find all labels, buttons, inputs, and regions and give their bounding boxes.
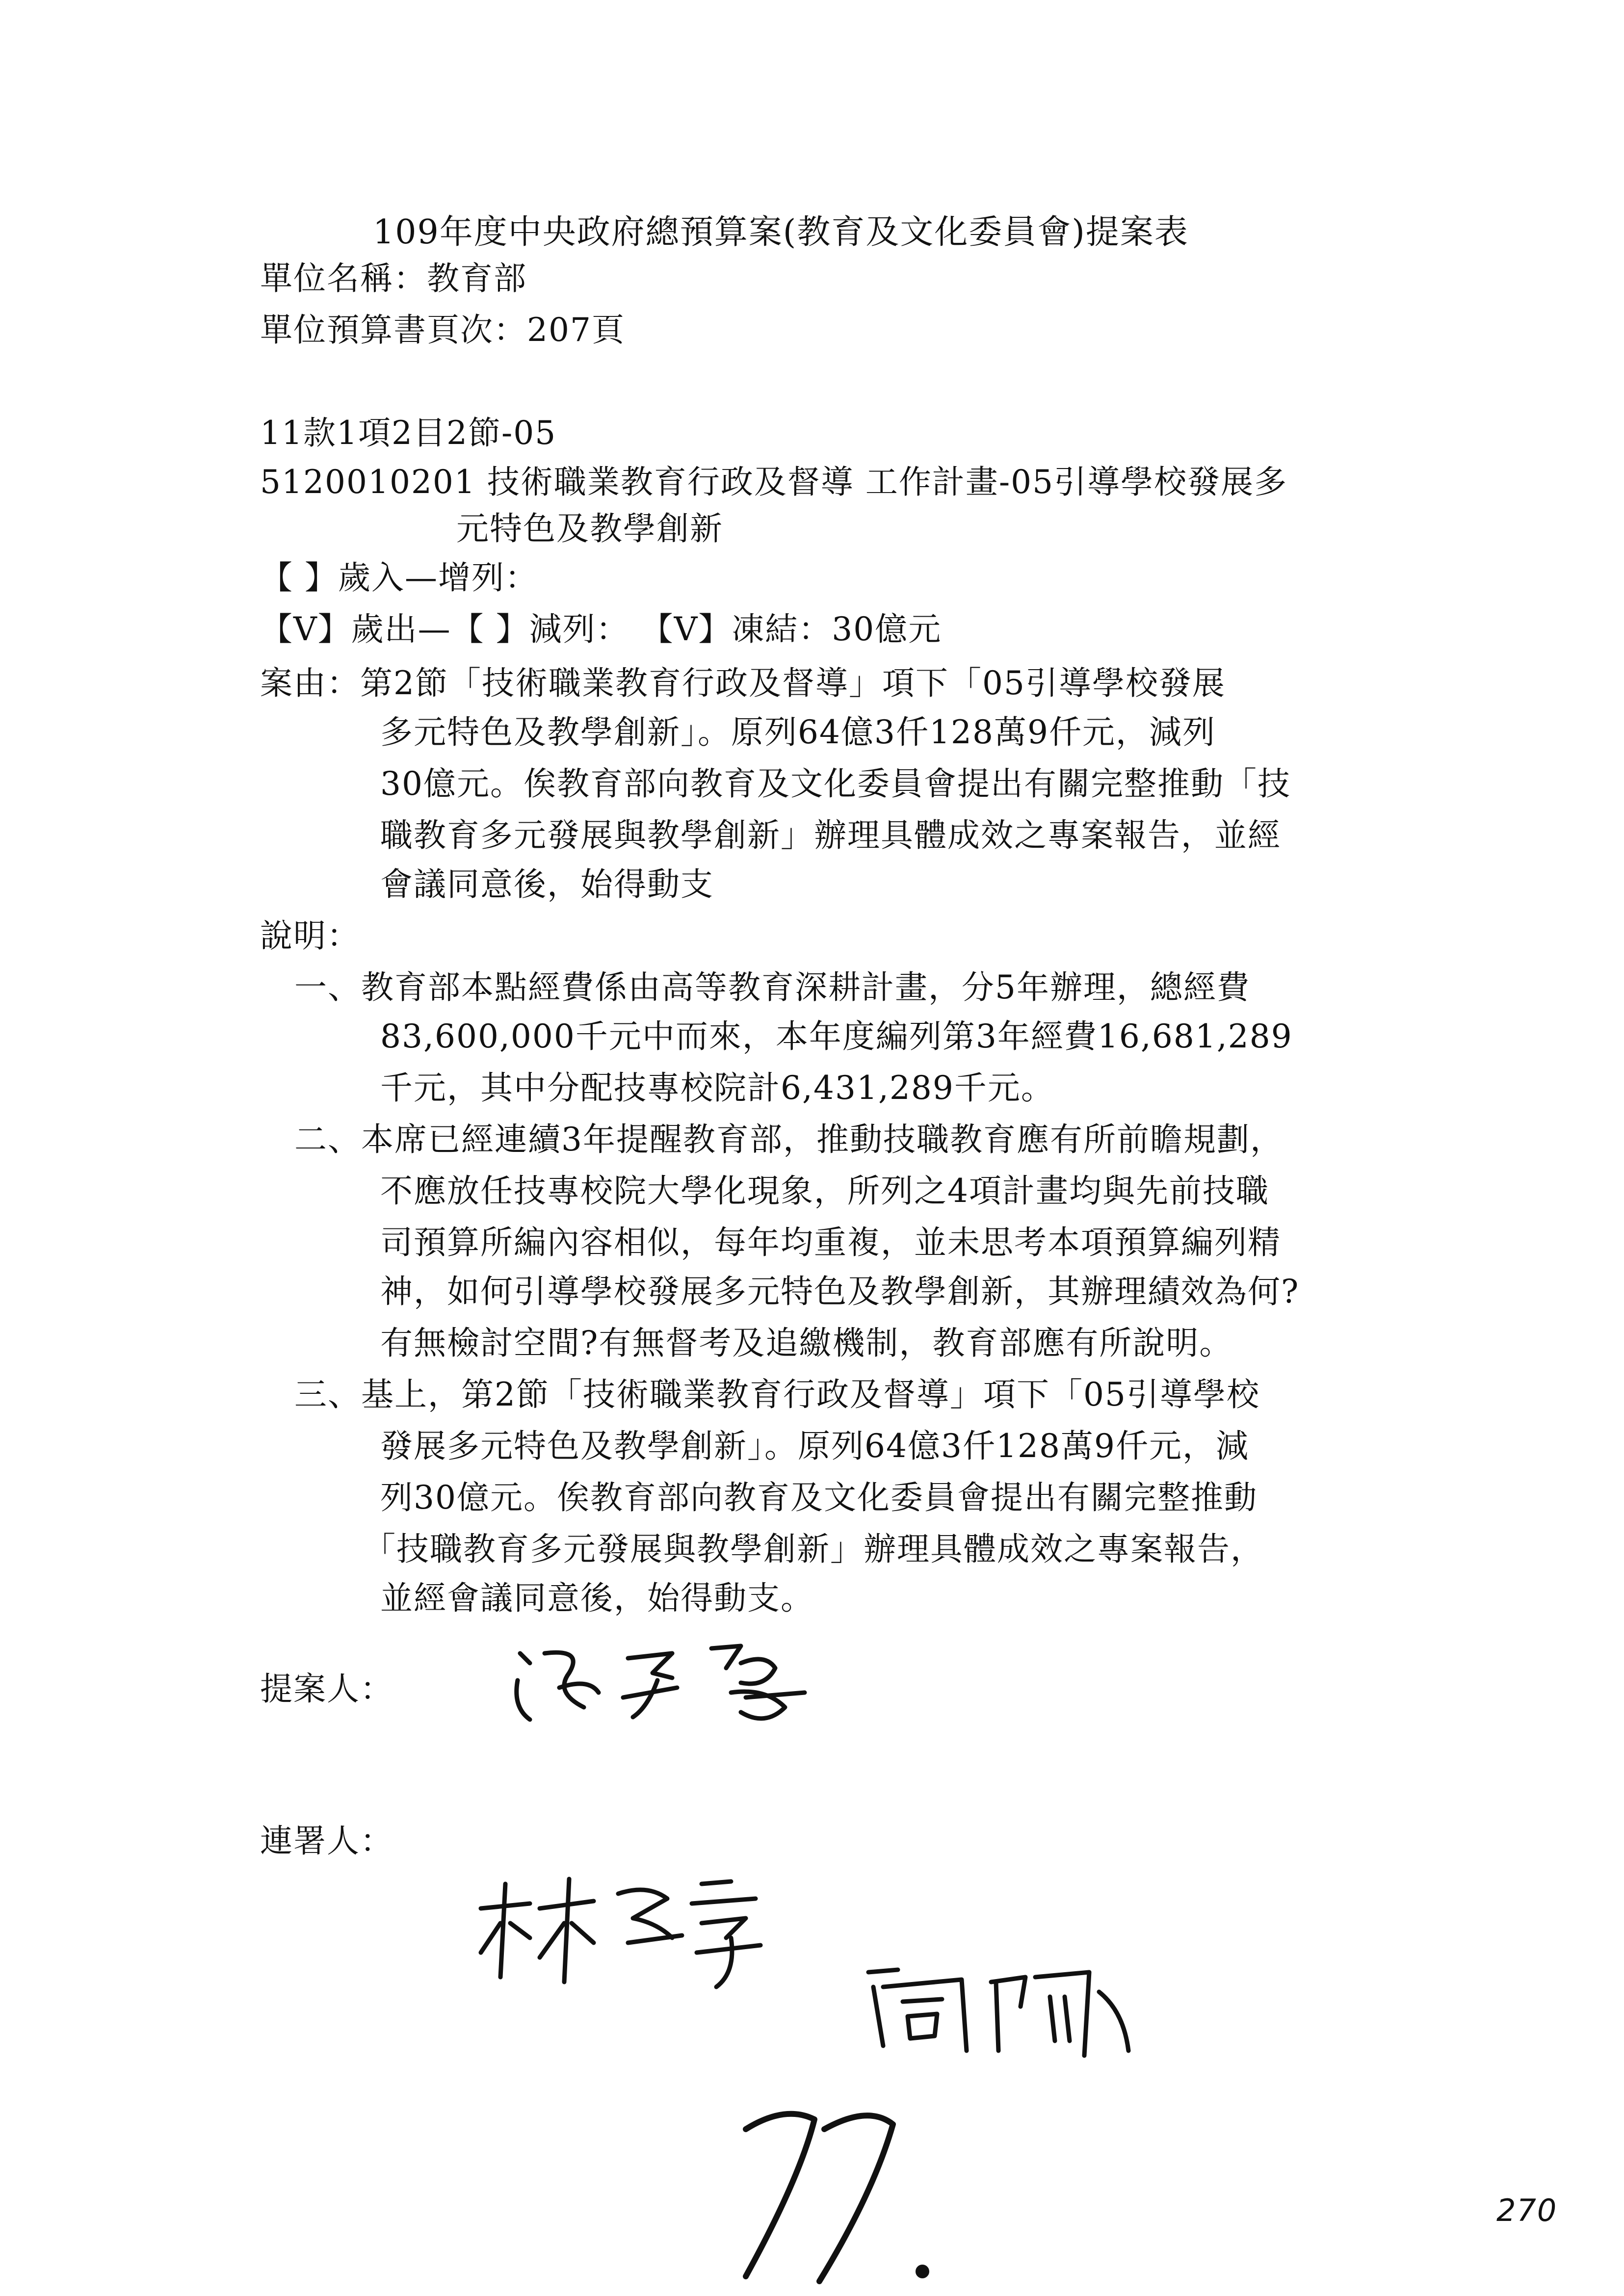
reason-line-2: 多元特色及教學創新」。原列64億3仟128萬9仟元，減列 bbox=[380, 713, 1216, 751]
explain-3-line-4: 「技職教育多元發展與教學創新」辦理具體成效之專案報告， bbox=[363, 1530, 1264, 1568]
explain-3-line-1: 三、基上，第2節「技術職業教育行政及督導」項下「05引導學校 bbox=[294, 1376, 1260, 1413]
explain-1-line-1: 一、教育部本點經費係由高等教育深耕計畫，分5年辦理，總經費 bbox=[294, 968, 1250, 1006]
explain-2-line-3: 司預算所編內容相似，每年均重複，並未思考本項預算編列精 bbox=[380, 1224, 1281, 1261]
reason-line-4: 職教育多元發展與教學創新」辦理具體成效之專案報告，並經 bbox=[380, 816, 1281, 854]
explain-3-line-3: 列30億元。俟教育部向教育及文化委員會提出有關完整推動 bbox=[380, 1479, 1257, 1516]
cosigner-label: 連署人： bbox=[260, 1822, 393, 1860]
expenditure-line: 【V】歲出—【 】減列： 【V】凍結：30億元 bbox=[260, 610, 942, 648]
unit-name: 單位名稱：教育部 bbox=[260, 260, 527, 297]
budget-page: 單位預算書頁次：207頁 bbox=[260, 311, 625, 349]
explain-3-line-5: 並經會議同意後，始得動支。 bbox=[380, 1579, 814, 1617]
item-code: 11款1項2目2節-05 bbox=[260, 414, 557, 452]
cosigner-signature-2 bbox=[864, 1953, 1138, 2065]
revenue-line: 【 】歲入—增列： bbox=[260, 559, 538, 597]
page-number: 270 bbox=[1496, 2192, 1558, 2228]
explain-2-line-4: 神，如何引導學校發展多元特色及教學創新，其辦理績效為何? bbox=[380, 1273, 1300, 1310]
explain-2-line-2: 不應放任技專校院大學化現象，所列之4項計畫均與先前技職 bbox=[380, 1172, 1269, 1210]
explain-1-line-3: 千元，其中分配技專校院計6,431,289千元。 bbox=[380, 1069, 1054, 1107]
plan-line-1: 5120010201 技術職業教育行政及督導 工作計畫-05引導學校發展多 bbox=[260, 463, 1288, 501]
proposer-label: 提案人： bbox=[260, 1670, 393, 1708]
reason-line-3: 30億元。俟教育部向教育及文化委員會提出有關完整推動「技 bbox=[380, 765, 1291, 803]
reason-line-1: 案由：第2節「技術職業教育行政及督導」項下「05引導學校發展 bbox=[260, 664, 1226, 702]
form-title: 109年度中央政府總預算案(教育及文化委員會)提案表 bbox=[373, 213, 1189, 252]
handwritten-number bbox=[726, 2100, 952, 2286]
cosigner-signature-1 bbox=[471, 1864, 775, 1992]
explain-2-line-1: 二、本席已經連續3年提醒教育部，推動技職教育應有所前瞻規劃， bbox=[294, 1121, 1283, 1158]
proposer-signature bbox=[510, 1634, 814, 1737]
reason-line-5: 會議同意後，始得動支 bbox=[380, 865, 714, 903]
explain-2-line-5: 有無檢討空間?有無督考及追繳機制，教育部應有所說明。 bbox=[380, 1324, 1233, 1362]
explain-label: 說明： bbox=[260, 917, 360, 955]
explain-3-line-2: 發展多元特色及教學創新」。原列64億3仟128萬9仟元，減 bbox=[380, 1427, 1249, 1465]
plan-line-2: 元特色及教學創新 bbox=[456, 510, 723, 548]
explain-1-line-2: 83,600,000千元中而來，本年度編列第3年經費16,681,289 bbox=[380, 1018, 1293, 1055]
